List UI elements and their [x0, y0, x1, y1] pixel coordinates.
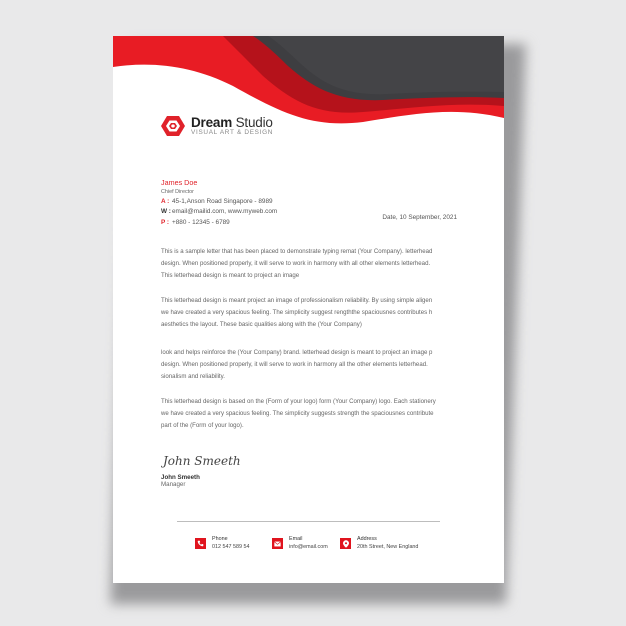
brand-name: Dream Studio	[191, 114, 273, 130]
sender-web: W :email@mailid.com, www.myweb.com	[161, 208, 278, 216]
email-icon	[272, 538, 283, 549]
paragraph-1: This is a sample letter that has been placed to demonstrate typing remat (Your Company). letterhead design. When positioned properly, it will serve to work in harmony with all other elements letterhead. This letterhead design is meant to project an image	[161, 248, 433, 280]
paragraph-2: This letterhead design is meant project an image of professionalism reliability. By using simple aligen we have created a very spacious feeling. The simplicity suggest rengththe spaciousnes contributes h aesthetics the layout. These basic qualities along with the (Your Company)	[161, 297, 433, 329]
company-logo	[161, 115, 273, 137]
signer-role: Manager	[161, 481, 186, 489]
sender-name: James Doe	[161, 178, 198, 187]
letter-date: Date, 10 September, 2021	[382, 214, 457, 221]
signer-block	[161, 474, 200, 489]
footer-divider	[177, 521, 440, 522]
hexagon-logo-icon	[161, 115, 185, 137]
paragraph-4: This letterhead design is based on the (Form of your logo) form (Your Company) logo. Each stationery we have created a very spacious feeling. The simplicity suggests strength the spaciousnes contribute part of the (Form of your logo).	[161, 398, 436, 430]
paragraph-3: look and helps reinforce the (Your Company) brand. letterhead design is meant to project an image p design. When positioned properly, it will serve to work in harmony all the other elements letterhead. sionalism and reliability.	[161, 349, 433, 381]
location-pin-icon	[340, 538, 351, 549]
handwritten-signature: John Smeeth	[163, 454, 241, 468]
sender-title: Chief Director	[161, 189, 194, 196]
signer-name: John Smeeth	[161, 474, 200, 481]
footer-address: Address 20th Street, New England	[340, 536, 418, 551]
phone-icon	[195, 538, 206, 549]
footer-phone: Phone 012 547 589 54	[195, 536, 249, 551]
sender-address: A : 45-1,Anson Road Singapore - 8989	[161, 198, 273, 206]
sender-block	[161, 178, 277, 228]
footer-email: Email info@email.com	[272, 536, 328, 551]
header-wave-graphic	[113, 36, 504, 126]
sender-phone: P : +880 - 12345 - 6789	[161, 218, 230, 226]
brand-tagline: VISUAL ART & DESIGN	[191, 129, 274, 137]
letterhead-page	[113, 36, 504, 583]
